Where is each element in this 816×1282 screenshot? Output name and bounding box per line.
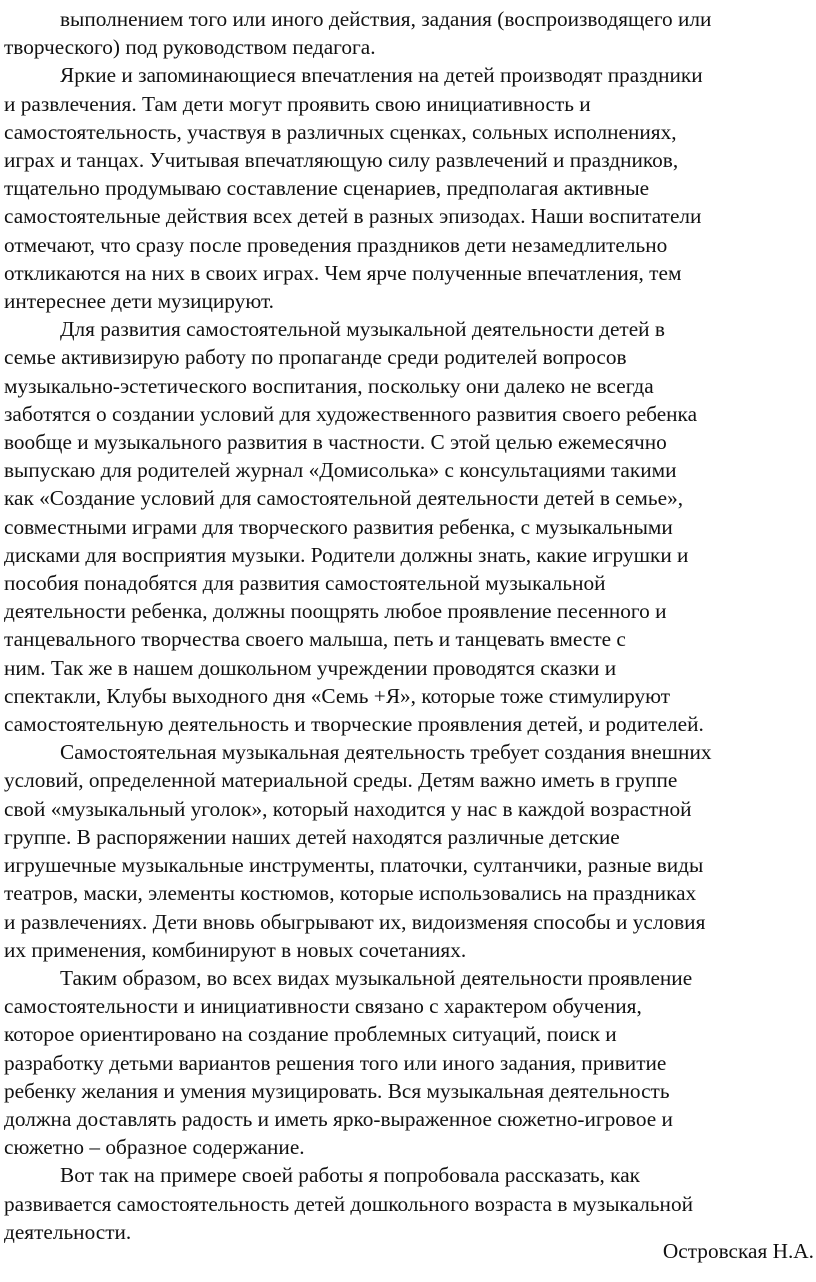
text-line: интереснее дети музицируют. — [4, 289, 274, 314]
text-line: свой «музыкальный уголок», который находится у нас в каждой возрастной — [4, 796, 692, 821]
text-line: танцевального творчества своего малыша, петь и танцевать вместе с — [4, 627, 626, 652]
text-line: отмечают, что сразу после проведения праздников дети незамедлительно — [4, 232, 668, 257]
text-line: выполнением того или иного действия, задания (воспроизводящего или — [60, 7, 712, 31]
text-line: группе. В распоряжении наших детей находятся различные детские — [4, 824, 620, 849]
text-line: Яркие и запоминающиеся впечатления на детей производят праздники — [60, 63, 703, 88]
paragraph — [4, 738, 812, 964]
text-line: и развлечения. Там дети могут проявить свою инициативность и — [4, 91, 591, 116]
text-line: как «Создание условий для самостоятельной деятельности детей в семье», — [4, 486, 684, 511]
text-line: Вот так на примере своей работы я попробовала рассказать, как — [60, 1163, 641, 1188]
text-line: которое ориентировано на создание проблемных ситуаций, поиск и — [4, 1022, 617, 1047]
text-line: заботятся о создании условий для художественного развития своего ребенка — [4, 401, 698, 426]
text-line: Таким образом, во всех видах музыкальной деятельности проявление — [60, 965, 693, 990]
text-line: дисками для восприятия музыки. Родители должны знать, какие игрушки и — [4, 542, 689, 567]
text-line: ним. Так же в нашем дошкольном учреждении проводятся сказки и — [4, 655, 617, 680]
text-line: тщательно продумываю составление сценариев, предполагая активные — [4, 176, 650, 201]
text-line: деятельности. — [4, 1219, 132, 1244]
text-line: самостоятельность, участвуя в различных сценках, сольных исполнениях, — [4, 119, 677, 144]
text-line: семье активизирую работу по пропаганде среди родителей вопросов — [4, 345, 627, 370]
text-line: самостоятельную деятельность и творческие проявления детей, и родителей. — [4, 712, 704, 737]
paragraph — [4, 5, 812, 61]
text-line: пособия понадобятся для развития самостоятельной музыкальной — [4, 571, 606, 596]
text-line: должна доставлять радость и иметь ярко-выраженное сюжетно-игровое и — [4, 1106, 673, 1131]
author-signature: Островская Н.А. — [662, 1239, 814, 1263]
text-line: музыкально-эстетического воспитания, поскольку они далеко не всегда — [4, 373, 654, 398]
paragraph — [4, 315, 812, 738]
text-line: совместными играми для творческого развития ребенка, с музыкальными — [4, 514, 673, 539]
document-body — [4, 5, 812, 1246]
text-line: Самостоятельная музыкальная деятельность требует создания внешних — [60, 740, 712, 765]
text-line: вообще и музыкального развития в частности. С этой целью ежемесячно — [4, 430, 667, 455]
text-line: деятельности ребенка, должны поощрять любое проявление песенного и — [4, 599, 667, 624]
text-line: откликаются на них в своих играх. Чем ярче полученные впечатления, тем — [4, 260, 682, 285]
text-line: сюжетно – образное содержание. — [4, 1135, 305, 1160]
text-line: их применения, комбинируют в новых сочетаниях. — [4, 937, 467, 962]
paragraph — [4, 964, 812, 1161]
text-line: творческого) под руководством педагога. — [4, 35, 376, 60]
text-line: игрушечные музыкальные инструменты, платочки, султанчики, разные виды — [4, 853, 704, 878]
text-line: играх и танцах. Учитывая впечатляющую силу развлечений и праздников, — [4, 148, 679, 173]
text-line: условий, определенной материальной среды. Детям важно иметь в группе — [4, 768, 678, 793]
text-line: ребенку желания и умения музицировать. Вся музыкальная деятельность — [4, 1078, 670, 1103]
text-line: самостоятельности и инициативности связано с характером обучения, — [4, 994, 642, 1019]
text-line: развивается самостоятельность детей дошкольного возраста в музыкальной — [4, 1191, 693, 1216]
text-line: Для развития самостоятельной музыкальной деятельности детей в — [60, 317, 665, 342]
text-line: разработку детьми вариантов решения того или иного задания, привитие — [4, 1050, 667, 1075]
text-line: театров, маски, элементы костюмов, которые использовались на праздниках — [4, 881, 697, 906]
text-line: и развлечениях. Дети вновь обыгрывают их, видоизменяя способы и условия — [4, 909, 706, 934]
text-line: самостоятельные действия всех детей в разных эпизодах. Наши воспитатели — [4, 204, 702, 229]
paragraph — [4, 61, 812, 315]
paragraph — [4, 1161, 812, 1246]
text-line: спектакли, Клубы выходного дня «Семь +Я», которые тоже стимулируют — [4, 683, 671, 708]
text-line: выпускаю для родителей журнал «Домисолька» с консультациями такими — [4, 458, 677, 483]
